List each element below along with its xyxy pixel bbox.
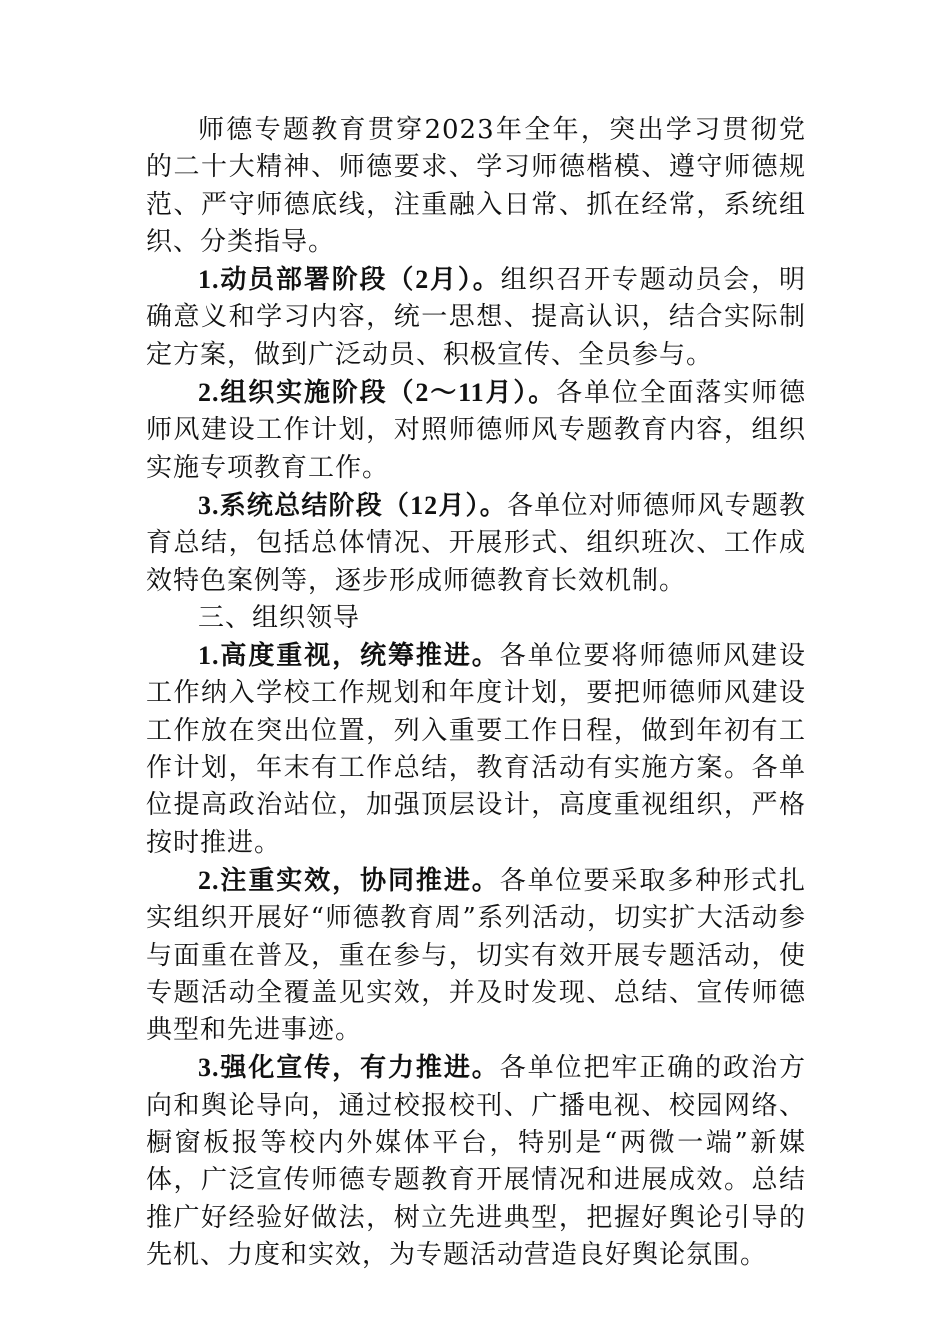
item-title-3: 3.强化宣传，有力推进。 [198,1053,500,1083]
stage-title-3: 3.系统总结阶段（12月）。 [198,490,507,520]
stage-body-1: 组织召开专题动员会，明确意义和学习内容，统一思想、提高认识，结合实际制定方案，做到广泛动员、积极宣传、全员参与。 [146,265,806,370]
item-title-1: 1.高度重视，统筹推进。 [198,641,500,671]
stage-body-3: 各单位对师德师风专题教育总结，包括总体情况、开展形式、组织班次、工作成效特色案例等，逐步形成师德教育长效机制。 [146,490,806,596]
stage-title-1: 1.动员部署阶段（2月）。 [198,265,501,295]
item-body-3: 各单位把牢正确的政治方向和舆论导向，通过校报校刊、广播电视、校园网络、橱窗板报等校内外媒体平台，特别是“两微一端”新媒体，广泛宣传师德专题教育开展情况和进展成效。总结推广好经验好做法，树立先进典型，把握好舆论引导的先机、力度和实效，为专题活动营造良好舆论氛围。 [146,1053,806,1270]
item-title-2: 2.注重实效，协同推进。 [198,865,500,895]
section-heading: 三、组织领导 [198,602,361,633]
item-paragraph-2 [146,862,806,1049]
item-body-2: 各单位要采取多种形式扎实组织开展好“师德教育周”系列活动，切实扩大活动参与面重在普及，重在参与，切实有效开展专题活动，使专题活动全覆盖见实效，并及时发现、总结、宣传师德典型和先进事迹。 [146,865,806,1046]
item-body-1: 各单位要将师德师风建设工作纳入学校工作规划和年度计划，要把师德师风建设工作放在突出位置，列入重要工作日程，做到年初有工作计划，年末有工作总结，教育活动有实施方案。各单位提高政治站位，加强顶层设计，高度重视组织，严格按时推进。 [146,641,806,858]
document-page [146,112,806,1274]
stage-paragraph-1 [146,261,806,374]
intro-paragraph: 师德专题教育贯穿2023年全年，突出学习贯彻党的二十大精神、师德要求、学习师德楷模、遵守师德规范、严守师德底线，注重融入日常、抓在经常，系统组织、分类指导。 [146,115,806,257]
item-paragraph-1 [146,637,806,862]
item-paragraph-3 [146,1049,806,1274]
stage-paragraph-3 [146,487,806,600]
stage-body-2: 各单位全面落实师德师风建设工作计划，对照师德师风专题教育内容，组织实施专项教育工作。 [146,378,806,483]
stage-title-2: 2.组织实施阶段（2～11月）。 [198,378,557,408]
stage-paragraph-2 [146,374,806,487]
